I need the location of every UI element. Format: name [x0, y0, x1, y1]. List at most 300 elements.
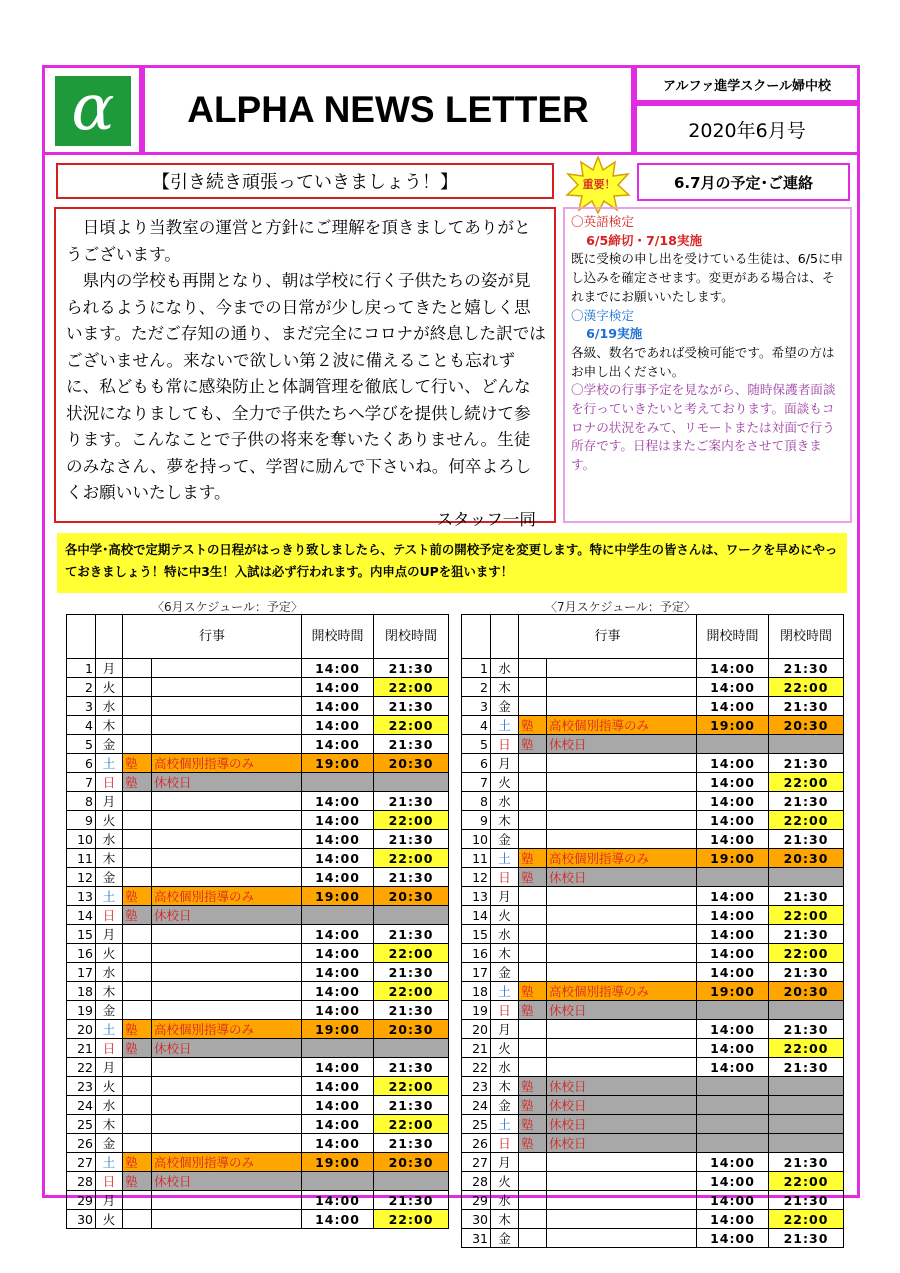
open-time-cell: 14:00 [302, 1096, 374, 1115]
open-time-cell: 14:00 [302, 849, 374, 868]
close-time-cell: 21:30 [374, 792, 449, 811]
table-row [67, 811, 449, 830]
close-time-cell: 21:30 [374, 1058, 449, 1077]
table-row [462, 1077, 844, 1096]
open-time-cell: 14:00 [697, 1039, 769, 1058]
juku-cell [519, 811, 547, 830]
close-time-cell [769, 735, 844, 754]
weekday-cell: 月 [491, 887, 519, 906]
table-row [67, 678, 449, 697]
event-cell [547, 944, 697, 963]
open-time-cell: 14:00 [302, 1115, 374, 1134]
close-time-cell [374, 1172, 449, 1191]
event-cell [547, 811, 697, 830]
weekday-cell: 月 [96, 1058, 123, 1077]
open-time-cell: 19:00 [697, 716, 769, 735]
event-cell [152, 1210, 302, 1229]
juku-cell: 塾 [123, 1153, 152, 1172]
event-cell [152, 830, 302, 849]
close-time-cell: 22:00 [769, 906, 844, 925]
table-row [462, 1153, 844, 1172]
close-time-cell: 22:00 [374, 1210, 449, 1229]
table-row [462, 678, 844, 697]
june-caption: 〈6月スケジュール：予定〉 [152, 600, 303, 614]
close-time-cell: 22:00 [374, 678, 449, 697]
event-cell [152, 849, 302, 868]
table-row [462, 716, 844, 735]
table-row [462, 944, 844, 963]
open-time-cell: 14:00 [697, 1172, 769, 1191]
event-cell [152, 659, 302, 678]
day-cell: 15 [462, 925, 491, 944]
greeting-paragraph-2: 県内の学校も再開となり、朝は学校に行く子供たちの姿が見られるようになり、今までの日常が少し戻ってきたと嬉しく思います。ただご存知の通り、まだ完全にコロナが終息した訳ではございません。来ないで欲しい第２波に備えることも忘れずに、私どもも常に感染防止と体調管理を徹底して行い、どんな状況になりましても、全力で子供たちへ学びを提供し続けて参ります。こんなことで子供の将来を奪いたくありません。生徒のみなさん、夢を持って、学習に励んで下さいね。何卒よろしくお願いいたします。 [66, 271, 546, 502]
weekday-cell: 土 [491, 716, 519, 735]
event-cell: 休校日 [547, 1096, 697, 1115]
open-time-cell: 14:00 [302, 678, 374, 697]
table-row [67, 735, 449, 754]
close-time-cell: 21:30 [769, 963, 844, 982]
juku-cell: 塾 [123, 773, 152, 792]
event-cell [152, 697, 302, 716]
weekday-cell: 日 [491, 735, 519, 754]
juku-cell: 塾 [123, 754, 152, 773]
weekday-cell: 火 [96, 1077, 123, 1096]
table-row [67, 697, 449, 716]
close-time-cell: 22:00 [374, 849, 449, 868]
open-time-cell [697, 868, 769, 887]
open-time-cell: 14:00 [302, 925, 374, 944]
day-cell: 16 [67, 944, 96, 963]
juku-cell [519, 1229, 547, 1248]
juku-cell [519, 659, 547, 678]
table-row [462, 906, 844, 925]
close-time-cell: 21:30 [769, 830, 844, 849]
weekday-cell: 土 [491, 982, 519, 1001]
table-row [462, 811, 844, 830]
open-time-cell: 19:00 [302, 1153, 374, 1172]
event-cell: 休校日 [547, 1134, 697, 1153]
close-time-cell: 20:30 [374, 1020, 449, 1039]
weekday-cell: 木 [491, 678, 519, 697]
open-time-cell: 14:00 [302, 1210, 374, 1229]
day-cell: 19 [462, 1001, 491, 1020]
event-cell: 高校個別指導のみ [152, 1153, 302, 1172]
day-cell: 14 [67, 906, 96, 925]
table-row [67, 754, 449, 773]
open-time-cell: 14:00 [302, 1134, 374, 1153]
open-time-cell: 14:00 [697, 678, 769, 697]
table-row [67, 1153, 449, 1172]
day-cell: 7 [462, 773, 491, 792]
table-row [462, 754, 844, 773]
weekday-cell: 木 [96, 1115, 123, 1134]
day-cell: 5 [462, 735, 491, 754]
close-time-cell: 21:30 [374, 659, 449, 678]
event-cell: 高校個別指導のみ [152, 1020, 302, 1039]
close-time-cell [374, 1039, 449, 1058]
day-cell: 25 [67, 1115, 96, 1134]
issue-month: 2020年6月号 [634, 103, 860, 155]
close-time-cell: 20:30 [769, 982, 844, 1001]
close-time-header: 閉校時間 [374, 615, 449, 659]
table-row [462, 659, 844, 678]
juku-cell [123, 868, 152, 887]
open-time-cell: 14:00 [697, 792, 769, 811]
event-cell [547, 906, 697, 925]
eiken-dates: 6/5締切・7/18実施 [586, 232, 703, 248]
open-time-cell: 19:00 [697, 982, 769, 1001]
close-time-cell [769, 1077, 844, 1096]
open-time-cell: 19:00 [302, 1020, 374, 1039]
day-cell: 6 [67, 754, 96, 773]
event-cell [152, 735, 302, 754]
weekday-cell: 木 [96, 982, 123, 1001]
close-time-cell [769, 868, 844, 887]
juku-cell [123, 982, 152, 1001]
juku-cell [123, 1134, 152, 1153]
juku-cell: 塾 [519, 1077, 547, 1096]
close-time-cell: 21:30 [374, 1096, 449, 1115]
table-row [67, 659, 449, 678]
open-time-cell: 14:00 [697, 754, 769, 773]
table-row [462, 697, 844, 716]
juku-cell [519, 678, 547, 697]
weekday-cell: 日 [96, 1172, 123, 1191]
open-time-cell [697, 735, 769, 754]
weekday-cell: 水 [491, 1058, 519, 1077]
weekday-cell: 土 [96, 887, 123, 906]
day-cell: 17 [67, 963, 96, 982]
weekday-cell: 日 [491, 868, 519, 887]
event-cell [547, 963, 697, 982]
close-time-cell: 21:30 [374, 1134, 449, 1153]
day-cell: 19 [67, 1001, 96, 1020]
weekday-cell: 金 [491, 1229, 519, 1248]
juku-cell [519, 1153, 547, 1172]
juku-cell [123, 1077, 152, 1096]
juku-cell [519, 944, 547, 963]
juku-cell [123, 1001, 152, 1020]
weekday-cell: 月 [491, 1020, 519, 1039]
juku-cell [519, 1058, 547, 1077]
table-row [462, 1191, 844, 1210]
close-time-cell: 22:00 [374, 1115, 449, 1134]
table-row [462, 887, 844, 906]
table-row [462, 963, 844, 982]
close-time-cell: 22:00 [374, 982, 449, 1001]
table-row [462, 1039, 844, 1058]
juku-cell: 塾 [519, 849, 547, 868]
event-cell [152, 1058, 302, 1077]
juku-cell [123, 1115, 152, 1134]
weekday-cell: 金 [491, 830, 519, 849]
day-cell: 13 [67, 887, 96, 906]
open-time-cell [302, 773, 374, 792]
open-time-cell: 14:00 [302, 1077, 374, 1096]
day-cell: 27 [67, 1153, 96, 1172]
eiken-text: 既に受検の申し出を受けている生徒は、6/5に申し込みを確定させます。変更がある場合は、それまでにお願いいたします。 [571, 251, 844, 304]
event-cell: 高校個別指導のみ [547, 849, 697, 868]
weekday-cell: 水 [491, 925, 519, 944]
close-time-cell: 21:30 [769, 1191, 844, 1210]
open-time-cell: 14:00 [302, 735, 374, 754]
juku-cell [519, 906, 547, 925]
day-cell: 21 [462, 1039, 491, 1058]
day-cell: 3 [462, 697, 491, 716]
weekday-cell: 火 [491, 773, 519, 792]
close-time-cell: 21:30 [374, 1001, 449, 1020]
table-row [67, 1039, 449, 1058]
table-row [462, 1134, 844, 1153]
table-row [462, 792, 844, 811]
close-time-cell: 21:30 [374, 963, 449, 982]
greeting-body [54, 207, 556, 529]
open-time-cell: 14:00 [697, 925, 769, 944]
july-caption: 〈7月スケジュール：予定〉 [545, 600, 696, 614]
juku-cell [123, 659, 152, 678]
juku-cell: 塾 [123, 1020, 152, 1039]
close-time-cell: 21:30 [769, 887, 844, 906]
close-time-cell: 20:30 [374, 754, 449, 773]
weekday-cell: 日 [491, 1134, 519, 1153]
event-cell [152, 868, 302, 887]
day-cell: 24 [462, 1096, 491, 1115]
interview-text: 〇学校の行事予定を見ながら、随時保護者面談を行っていきたいと考えております。面談もコロナの状況をみて、リモートまたは対面で行う所存です。日程はまたご案内をさせて頂きます。 [571, 382, 836, 473]
weekday-cell: 日 [96, 906, 123, 925]
weekday-cell: 木 [491, 944, 519, 963]
open-time-cell: 14:00 [302, 811, 374, 830]
table-row [462, 1001, 844, 1020]
table-row [67, 1001, 449, 1020]
weekday-cell: 月 [96, 792, 123, 811]
table-row [67, 1077, 449, 1096]
juku-cell [519, 887, 547, 906]
close-time-cell: 21:30 [374, 735, 449, 754]
open-time-cell: 14:00 [697, 1210, 769, 1229]
event-cell [547, 1058, 697, 1077]
table-row [462, 925, 844, 944]
close-time-cell: 20:30 [374, 887, 449, 906]
weekday-cell: 水 [96, 963, 123, 982]
open-time-cell: 14:00 [697, 811, 769, 830]
day-cell: 11 [67, 849, 96, 868]
weekday-cell: 火 [96, 944, 123, 963]
event-cell: 高校個別指導のみ [547, 982, 697, 1001]
weekday-cell: 土 [491, 849, 519, 868]
weekday-cell: 土 [96, 1153, 123, 1172]
event-cell: 休校日 [152, 1172, 302, 1191]
event-cell [152, 678, 302, 697]
weekday-header [96, 615, 123, 659]
juku-cell: 塾 [519, 1115, 547, 1134]
close-time-cell: 21:30 [769, 659, 844, 678]
juku-cell [123, 735, 152, 754]
alpha-logo-icon: α [55, 76, 131, 146]
important-badge: 重要！ [582, 178, 616, 191]
day-cell: 20 [67, 1020, 96, 1039]
test-notice-banner: 各中学･高校で定期テストの日程がはっきり致しましたら、テスト前の開校予定を変更します。特に中学生の皆さんは、ワークを早めにやっておきましょう！特に中3生！入試は必ず行われます。内申点のUPを狙います！ [57, 533, 847, 593]
table-row [67, 1191, 449, 1210]
juku-cell: 塾 [123, 1172, 152, 1191]
table-row [462, 1096, 844, 1115]
close-time-cell: 21:30 [769, 792, 844, 811]
weekday-cell: 木 [96, 849, 123, 868]
weekday-cell: 木 [491, 1077, 519, 1096]
close-time-cell: 22:00 [769, 678, 844, 697]
weekday-cell: 土 [96, 754, 123, 773]
event-cell [547, 754, 697, 773]
weekday-cell: 火 [96, 811, 123, 830]
open-time-cell: 14:00 [302, 716, 374, 735]
kanken-text: 各級、数名であれば受検可能です。希望の方はお申し出ください。 [571, 344, 835, 379]
greeting-title: 【引き続き頑張っていきましょう！】 [56, 163, 554, 199]
event-cell [152, 792, 302, 811]
event-cell [152, 982, 302, 1001]
open-time-cell [302, 906, 374, 925]
event-cell [152, 811, 302, 830]
table-row [67, 1172, 449, 1191]
event-cell: 高校個別指導のみ [152, 754, 302, 773]
event-cell [547, 830, 697, 849]
day-cell: 28 [462, 1172, 491, 1191]
close-time-cell [374, 906, 449, 925]
table-row [67, 1020, 449, 1039]
table-row [67, 792, 449, 811]
event-cell [547, 792, 697, 811]
day-cell: 3 [67, 697, 96, 716]
open-time-cell: 14:00 [697, 1153, 769, 1172]
close-time-cell: 20:30 [769, 716, 844, 735]
open-time-cell: 14:00 [697, 1191, 769, 1210]
open-time-cell: 14:00 [302, 868, 374, 887]
event-cell: 休校日 [547, 1077, 697, 1096]
table-header [462, 615, 844, 659]
table-row [67, 925, 449, 944]
day-cell: 4 [462, 716, 491, 735]
close-time-cell: 21:30 [374, 697, 449, 716]
close-time-cell: 21:30 [769, 1058, 844, 1077]
close-time-cell: 20:30 [374, 1153, 449, 1172]
open-time-cell: 14:00 [302, 982, 374, 1001]
event-cell [547, 1020, 697, 1039]
open-time-cell [697, 1115, 769, 1134]
day-header [462, 615, 491, 659]
juku-cell [519, 1172, 547, 1191]
event-cell: 休校日 [152, 773, 302, 792]
juku-cell: 塾 [123, 906, 152, 925]
day-cell: 20 [462, 1020, 491, 1039]
june-schedule-table [66, 614, 449, 1229]
juku-cell [123, 1058, 152, 1077]
day-cell: 9 [67, 811, 96, 830]
weekday-cell: 火 [491, 1172, 519, 1191]
event-cell [547, 1210, 697, 1229]
day-cell: 12 [67, 868, 96, 887]
open-time-cell [697, 1134, 769, 1153]
open-time-cell: 14:00 [697, 944, 769, 963]
notice-box [563, 207, 852, 523]
juku-cell [123, 1191, 152, 1210]
table-row [67, 944, 449, 963]
eiken-title: 〇英語検定 [571, 214, 634, 229]
weekday-cell: 金 [96, 735, 123, 754]
table-row [462, 1210, 844, 1229]
day-cell: 1 [462, 659, 491, 678]
event-cell: 高校個別指導のみ [152, 887, 302, 906]
weekday-cell: 火 [96, 1210, 123, 1229]
close-time-cell: 21:30 [374, 830, 449, 849]
open-time-cell: 14:00 [697, 1020, 769, 1039]
weekday-cell: 木 [491, 811, 519, 830]
day-cell: 2 [462, 678, 491, 697]
weekday-cell: 日 [96, 773, 123, 792]
open-time-cell: 14:00 [697, 963, 769, 982]
day-cell: 8 [67, 792, 96, 811]
table-row [67, 716, 449, 735]
juku-cell: 塾 [123, 887, 152, 906]
day-cell: 13 [462, 887, 491, 906]
open-time-cell: 14:00 [302, 1001, 374, 1020]
table-row [67, 906, 449, 925]
juku-cell: 塾 [123, 1039, 152, 1058]
day-cell: 11 [462, 849, 491, 868]
open-time-cell [697, 1001, 769, 1020]
event-cell [152, 1096, 302, 1115]
open-time-cell [697, 1077, 769, 1096]
juku-cell [123, 925, 152, 944]
weekday-cell: 金 [96, 1001, 123, 1020]
weekday-cell: 木 [491, 1210, 519, 1229]
event-cell [152, 963, 302, 982]
day-cell: 8 [462, 792, 491, 811]
day-cell: 23 [462, 1077, 491, 1096]
open-time-cell: 14:00 [302, 944, 374, 963]
weekday-cell: 月 [96, 1191, 123, 1210]
day-cell: 30 [462, 1210, 491, 1229]
open-time-header: 開校時間 [697, 615, 769, 659]
juku-cell [123, 678, 152, 697]
juku-cell [519, 1210, 547, 1229]
weekday-cell: 水 [96, 830, 123, 849]
weekday-cell: 金 [96, 868, 123, 887]
event-cell [547, 1172, 697, 1191]
weekday-cell: 水 [491, 792, 519, 811]
day-cell: 6 [462, 754, 491, 773]
juku-cell [519, 963, 547, 982]
juku-cell [123, 963, 152, 982]
juku-cell [123, 849, 152, 868]
open-time-cell [302, 1172, 374, 1191]
table-row [462, 982, 844, 1001]
weekday-cell: 金 [491, 697, 519, 716]
close-time-cell: 22:00 [374, 716, 449, 735]
event-header: 行事 [519, 615, 697, 659]
table-row [462, 849, 844, 868]
close-time-cell: 22:00 [374, 1077, 449, 1096]
table-row [67, 773, 449, 792]
table-row [67, 982, 449, 1001]
event-cell [152, 1134, 302, 1153]
table-row [462, 868, 844, 887]
table-row [462, 1229, 844, 1248]
close-time-cell: 21:30 [769, 1020, 844, 1039]
event-cell [152, 1001, 302, 1020]
schedule-notice-title: 6.7月の予定･ご連絡 [637, 163, 850, 201]
table-row [67, 1058, 449, 1077]
juku-cell [123, 830, 152, 849]
event-cell [547, 773, 697, 792]
open-time-cell: 14:00 [697, 697, 769, 716]
